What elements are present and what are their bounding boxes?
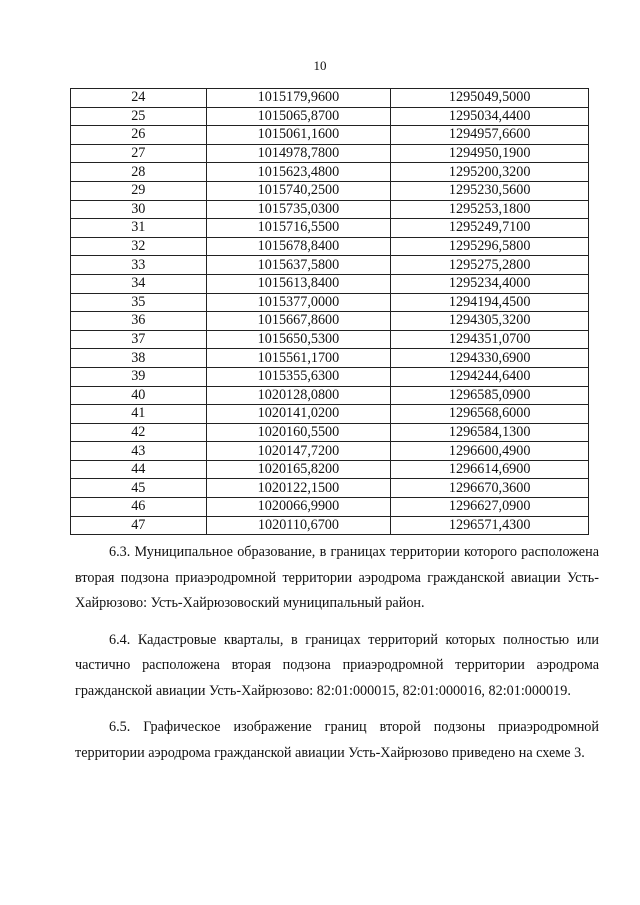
table-row: [71, 181, 589, 200]
y-coordinate-cell: 1295249,7100: [391, 219, 589, 238]
table-row: [71, 460, 589, 479]
x-coordinate-cell: 1015623,4800: [206, 163, 391, 182]
table-row: [71, 237, 589, 256]
y-coordinate-cell: 1296614,6900: [391, 460, 589, 479]
point-number-cell: 41: [71, 405, 207, 424]
point-number-cell: 34: [71, 274, 207, 293]
point-number-cell: 44: [71, 460, 207, 479]
paragraph-6-5: 6.5. Графическое изображение границ второй подзоны приаэродромной территории аэродрома гражданской авиации Усть-Хайрюзово приведено на схеме 3.: [75, 719, 599, 761]
table-row: [71, 405, 589, 424]
x-coordinate-cell: 1015355,6300: [206, 367, 391, 386]
point-number-cell: 26: [71, 126, 207, 145]
table-row: [71, 367, 589, 386]
y-coordinate-cell: 1296585,0900: [391, 386, 589, 405]
table-row: [71, 386, 589, 405]
x-coordinate-cell: 1015650,5300: [206, 330, 391, 349]
y-coordinate-cell: 1295230,5600: [391, 181, 589, 200]
y-coordinate-cell: 1295049,5000: [391, 89, 589, 108]
document-body: [75, 540, 599, 777]
coordinates-table: [70, 88, 589, 535]
point-number-cell: 24: [71, 89, 207, 108]
table-row: [71, 163, 589, 182]
point-number-cell: 25: [71, 107, 207, 126]
point-number-cell: 38: [71, 349, 207, 368]
point-number-cell: 27: [71, 144, 207, 163]
table-row: [71, 293, 589, 312]
page-number: 10: [313, 58, 327, 73]
x-coordinate-cell: 1015667,8600: [206, 312, 391, 331]
point-number-cell: 37: [71, 330, 207, 349]
y-coordinate-cell: 1294194,4500: [391, 293, 589, 312]
point-number-cell: 43: [71, 442, 207, 461]
table-row: [71, 126, 589, 145]
x-coordinate-cell: 1020147,7200: [206, 442, 391, 461]
x-coordinate-cell: 1014978,7800: [206, 144, 391, 163]
y-coordinate-cell: 1295234,4000: [391, 274, 589, 293]
y-coordinate-cell: 1295200,3200: [391, 163, 589, 182]
table-row: [71, 144, 589, 163]
y-coordinate-cell: 1296571,4300: [391, 516, 589, 535]
y-coordinate-cell: 1295275,2800: [391, 256, 589, 275]
table-row: [71, 423, 589, 442]
point-number-cell: 33: [71, 256, 207, 275]
point-number-cell: 36: [71, 312, 207, 331]
x-coordinate-cell: 1020066,9900: [206, 498, 391, 517]
table-row: [71, 349, 589, 368]
y-coordinate-cell: 1296584,1300: [391, 423, 589, 442]
x-coordinate-cell: 1020128,0800: [206, 386, 391, 405]
point-number-cell: 31: [71, 219, 207, 238]
y-coordinate-cell: 1295253,1800: [391, 200, 589, 219]
x-coordinate-cell: 1020110,6700: [206, 516, 391, 535]
table-row: [71, 312, 589, 331]
point-number-cell: 29: [71, 181, 207, 200]
x-coordinate-cell: 1015065,8700: [206, 107, 391, 126]
point-number-cell: 47: [71, 516, 207, 535]
y-coordinate-cell: 1294244,6400: [391, 367, 589, 386]
y-coordinate-cell: 1296568,6000: [391, 405, 589, 424]
y-coordinate-cell: 1294957,6600: [391, 126, 589, 145]
x-coordinate-cell: 1020122,1500: [206, 479, 391, 498]
x-coordinate-cell: 1015377,0000: [206, 293, 391, 312]
y-coordinate-cell: 1295296,5800: [391, 237, 589, 256]
y-coordinate-cell: 1294305,3200: [391, 312, 589, 331]
table-row: [71, 516, 589, 535]
x-coordinate-cell: 1015061,1600: [206, 126, 391, 145]
point-number-cell: 30: [71, 200, 207, 219]
point-number-cell: 39: [71, 367, 207, 386]
coordinates-table-body: [71, 89, 589, 535]
y-coordinate-cell: 1294351,0700: [391, 330, 589, 349]
table-row: [71, 479, 589, 498]
table-row: [71, 107, 589, 126]
x-coordinate-cell: 1020141,0200: [206, 405, 391, 424]
point-number-cell: 46: [71, 498, 207, 517]
point-number-cell: 45: [71, 479, 207, 498]
y-coordinate-cell: 1295034,4400: [391, 107, 589, 126]
x-coordinate-cell: 1015716,5500: [206, 219, 391, 238]
y-coordinate-cell: 1296670,3600: [391, 479, 589, 498]
x-coordinate-cell: 1015678,8400: [206, 237, 391, 256]
table-row: [71, 219, 589, 238]
x-coordinate-cell: 1015613,8400: [206, 274, 391, 293]
table-row: [71, 330, 589, 349]
x-coordinate-cell: 1015561,1700: [206, 349, 391, 368]
x-coordinate-cell: 1020160,5500: [206, 423, 391, 442]
x-coordinate-cell: 1015637,5800: [206, 256, 391, 275]
paragraph-6-4: 6.4. Кадастровые кварталы, в границах территорий которых полностью или частично расположена вторая подзона приаэродромной территории аэродрома гражданской авиации Усть-Хайрюзово: 82:01:000015, 82:01:000016, 82:01:000019.: [75, 631, 599, 699]
y-coordinate-cell: 1294950,1900: [391, 144, 589, 163]
table-row: [71, 498, 589, 517]
point-number-cell: 42: [71, 423, 207, 442]
table-row: [71, 442, 589, 461]
y-coordinate-cell: 1296600,4900: [391, 442, 589, 461]
point-number-cell: 28: [71, 163, 207, 182]
table-row: [71, 200, 589, 219]
y-coordinate-cell: 1296627,0900: [391, 498, 589, 517]
x-coordinate-cell: 1015740,2500: [206, 181, 391, 200]
point-number-cell: 32: [71, 237, 207, 256]
table-row: [71, 256, 589, 275]
table-row: [71, 89, 589, 108]
table-row: [71, 274, 589, 293]
x-coordinate-cell: 1020165,8200: [206, 460, 391, 479]
x-coordinate-cell: 1015735,0300: [206, 200, 391, 219]
point-number-cell: 40: [71, 386, 207, 405]
point-number-cell: 35: [71, 293, 207, 312]
x-coordinate-cell: 1015179,9600: [206, 89, 391, 108]
paragraph-6-3: 6.3. Муниципальное образование, в границах территории которого расположена вторая подзона приаэродромной территории аэродрома гражданской авиации Усть-Хайрюзово: Усть-Хайрюзовоский муниципальный район.: [75, 544, 599, 611]
y-coordinate-cell: 1294330,6900: [391, 349, 589, 368]
